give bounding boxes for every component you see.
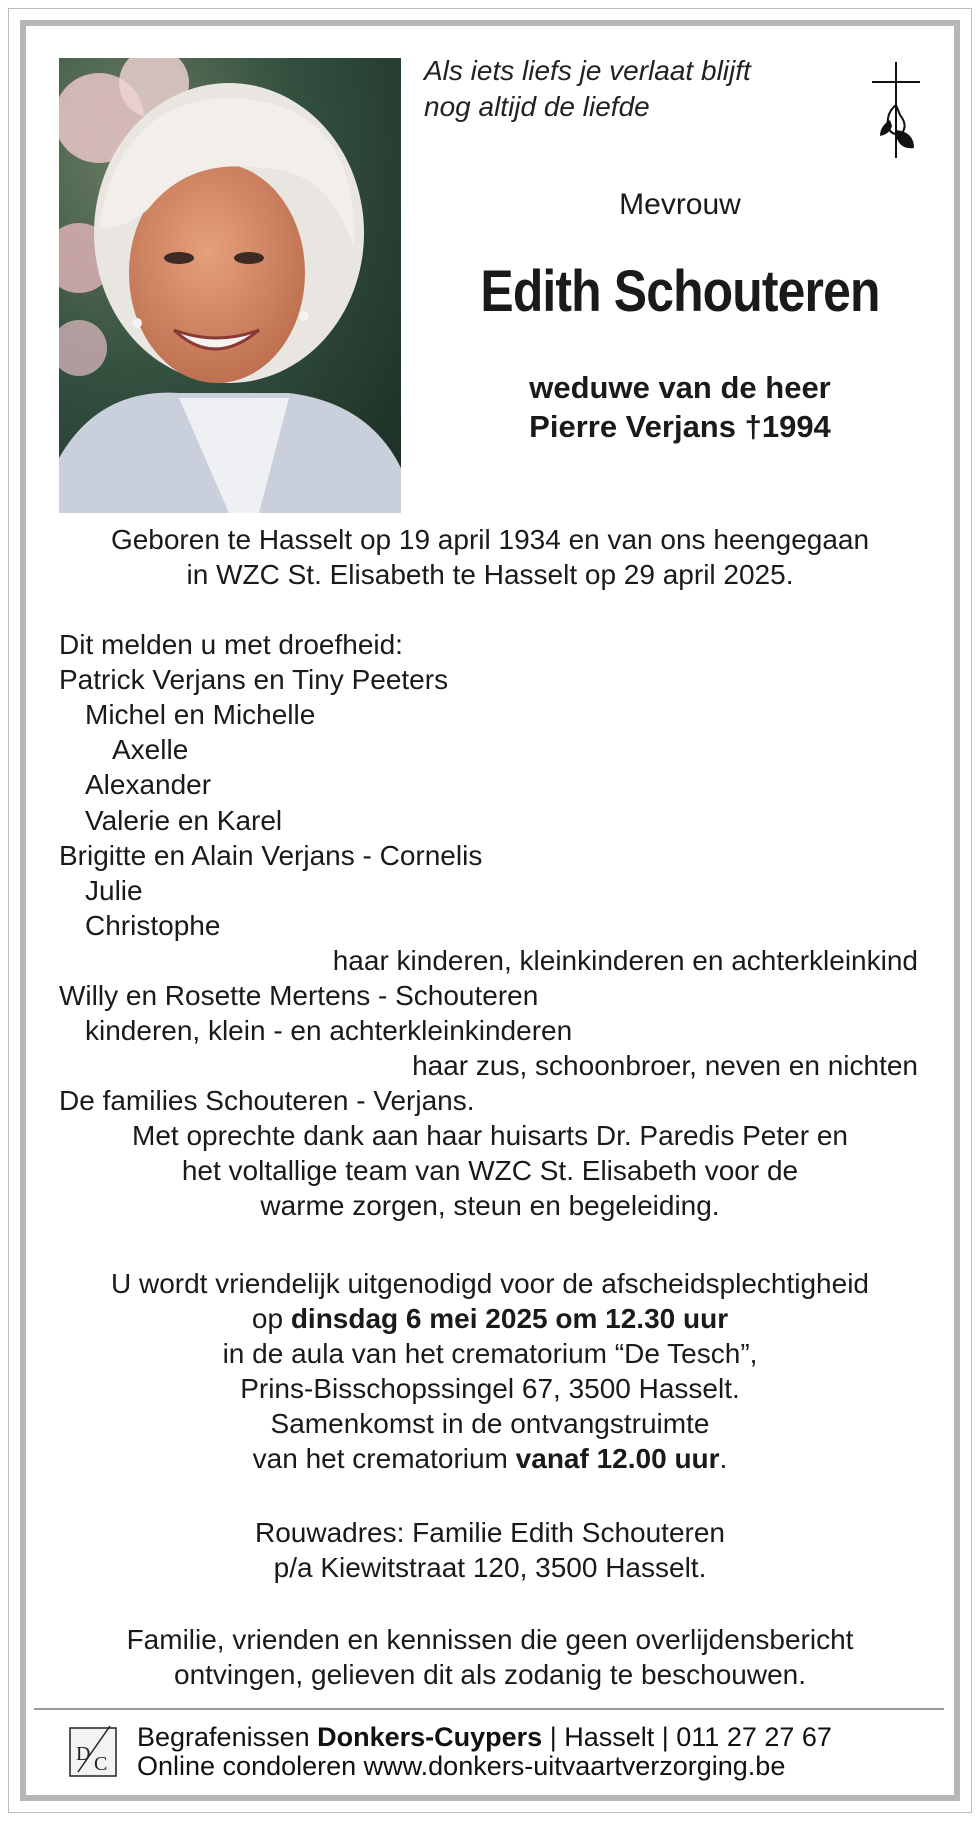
ceremony-text: van het crematorium — [252, 1443, 516, 1474]
cross-rose-icon — [866, 60, 926, 160]
quote-line: Als iets liefs je verlaat blijft — [424, 55, 751, 86]
ceremony-line: Samenkomst in de ontvangstruimte — [270, 1408, 710, 1439]
ceremony-line: U wordt vriendelijk uitgenodigd voor de afscheidsplechtigheid — [110, 1268, 869, 1299]
family-line: Axelle — [112, 734, 189, 765]
footer-divider — [34, 1708, 944, 1710]
family-intro: Dit melden u met droefheid: — [59, 629, 403, 660]
born-line: Geboren te Hasselt op 19 april 1934 en van ons heengegaan — [110, 524, 870, 555]
ceremony-time: vanaf 12.00 uur — [515, 1443, 720, 1474]
family-line: Christophe — [85, 910, 221, 941]
svg-text:C: C — [94, 1753, 108, 1775]
widow-line: Pierre Verjans †1994 — [529, 409, 831, 444]
widow-line: weduwe van de heer — [529, 370, 831, 405]
family-line: Alexander — [85, 769, 212, 800]
funeral-home-line — [137, 1722, 832, 1753]
ceremony-line: Prins-Bisschopssingel 67, 3500 Hasselt. — [240, 1373, 740, 1404]
thanks-line: warme zorgen, steun en begeleiding. — [260, 1190, 720, 1221]
family-line: haar zus, schoonbroer, neven en nichten — [412, 1050, 918, 1081]
address-line: Rouwadres: Familie Edith Schouteren — [254, 1517, 725, 1548]
notice-line: ontvingen, gelieven dit als zodanig te beschouwen. — [174, 1659, 806, 1690]
ceremony-text: op — [251, 1303, 291, 1334]
footer-text: Begrafenissen — [137, 1722, 318, 1752]
family-line: haar kinderen, kleinkinderen en achterkleinkind — [332, 945, 918, 976]
family-line: Brigitte en Alain Verjans - Cornelis — [59, 840, 483, 871]
portrait-photo — [59, 58, 401, 513]
ceremony-date-line — [40, 1301, 940, 1336]
funeral-home-name: Donkers-Cuypers — [317, 1722, 543, 1752]
family-line: kinderen, klein - en achterkleinkinderen — [85, 1015, 573, 1046]
thanks-line: Met oprechte dank aan haar huisarts Dr. Paredis Peter en — [132, 1120, 848, 1151]
online-condolences-line: Online condoleren www.donkers-uitvaartverzorging.be — [137, 1751, 786, 1781]
memorial-quote — [424, 53, 751, 125]
funeral-home-logo-icon — [68, 1722, 118, 1780]
widow-of — [430, 368, 930, 446]
svg-text:D: D — [76, 1743, 91, 1765]
ceremony-date: dinsdag 6 mei 2025 om 12.30 uur — [290, 1303, 729, 1334]
ceremony-time-line — [40, 1441, 940, 1476]
address-line: p/a Kiewitstraat 120, 3500 Hasselt. — [273, 1552, 707, 1583]
family-line: De families Schouteren - Verjans. — [59, 1085, 475, 1116]
footer-text: | Hasselt | 011 27 27 67 — [542, 1722, 832, 1752]
born-line: in WZC St. Elisabeth te Hasselt op 29 april 2025. — [186, 559, 794, 590]
honorific: Mevrouw — [619, 188, 741, 221]
notice-line: Familie, vrienden en kennissen die geen overlijdensbericht — [126, 1624, 854, 1655]
deceased-name: Edith Schouteren — [480, 259, 880, 324]
family-line: Valerie en Karel — [85, 805, 283, 836]
ceremony-text: . — [719, 1443, 728, 1474]
family-line: Willy en Rosette Mertens - Schouteren — [59, 980, 539, 1011]
family-line: Patrick Verjans en Tiny Peeters — [59, 664, 449, 695]
ceremony-line: in de aula van het crematorium “De Tesch”, — [222, 1338, 758, 1369]
family-line: Michel en Michelle — [85, 699, 316, 730]
quote-line: nog altijd de liefde — [424, 91, 650, 122]
thanks-line: het voltallige team van WZC St. Elisabeth voor de — [181, 1155, 799, 1186]
family-line: Julie — [85, 875, 143, 906]
